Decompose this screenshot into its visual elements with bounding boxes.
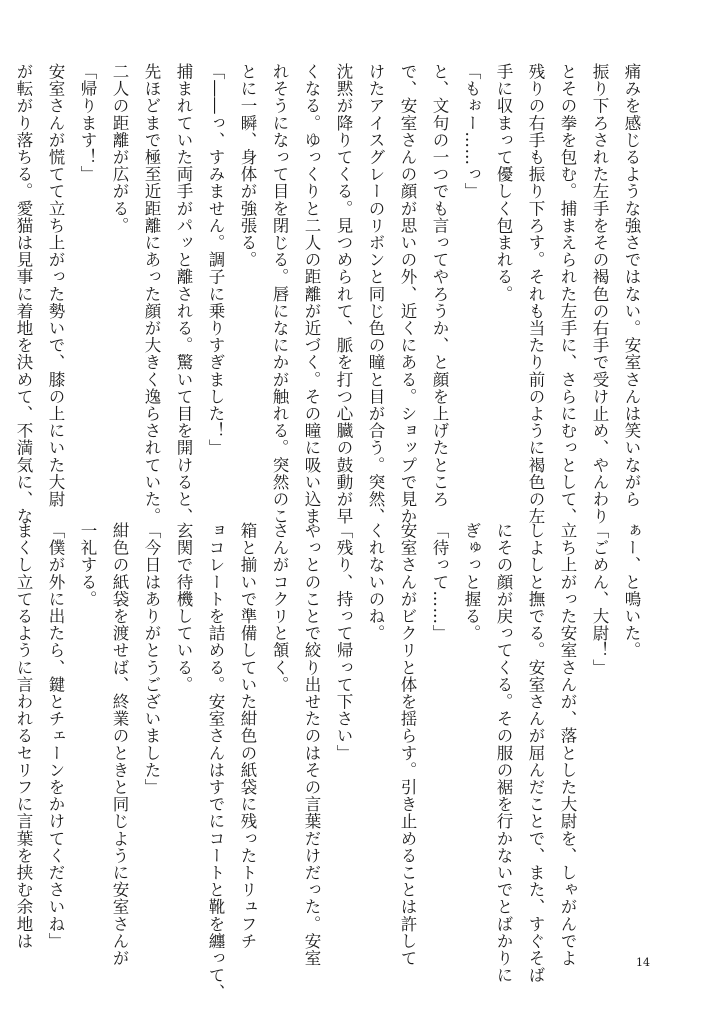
text-line: 「残り、持って帰って下さい」: [334, 522, 353, 762]
text-line: 安室さんがビクリと体を揺らす。引き止めることは許して: [398, 522, 417, 967]
text-line: 箱と揃いで準備していた紺色の紙袋に残ったトリュフチ: [238, 522, 257, 950]
text-line: 「――っ、すみません。調子に乗りすぎました！」: [206, 63, 225, 457]
upper-text-block: [14, 63, 647, 525]
text-line: さんがコクリと頷く。: [270, 522, 289, 693]
text-line: しよしと撫でる。安室さんが屈んだことで、また、すぐそば: [526, 522, 545, 984]
text-line: 安室さんが慌てて立ち上がった勢いで、膝の上にいた大尉: [46, 63, 65, 508]
text-line: まくし立てるように言われるセリフに言葉を挟む余地は: [14, 522, 33, 950]
text-line: 「今日はありがとうございました」: [142, 522, 161, 796]
text-line: くれないのね。: [366, 522, 385, 642]
text-line: 一礼する。: [78, 522, 97, 608]
text-line: れそうになって目を閉じる。唇になにかが触れる。突然のこ: [270, 63, 289, 525]
text-line: 立ち上がった安室さんが、落とした大尉を、しゃがんでよ: [558, 522, 577, 967]
text-line: 痛みを感じるような強さではない。安室さんは笑いながら: [622, 63, 641, 508]
text-line: 「帰ります！」: [78, 63, 97, 183]
text-line: 「待って……」: [430, 522, 449, 642]
text-line: 先ほどまで極至近距離にあった顔が大きく逸らされていた。: [142, 63, 161, 525]
text-line: 「ごめん、大尉！」: [590, 522, 609, 676]
text-line: 二人の距離が広がる。: [110, 63, 129, 234]
text-line: が転がり落ちる。愛猫は見事に着地を決めて、不満気に、な: [14, 63, 33, 525]
text-line: けたアイスグレーのリボンと同じ色の瞳と目が合う。突然、: [366, 63, 385, 525]
text-line: ョコレートを詰める。安室さんはすでにコートと靴を纏って、: [206, 522, 225, 1001]
text-line: 振り下ろされた左手をその褐色の右手で受け止め、やんわり: [590, 63, 609, 525]
text-line: と、文句の一つでも言ってやろうか、と顔を上げたところ: [430, 63, 449, 508]
text-line: 沈黙が降りてくる。見つめられて、脈を打つ心臓の鼓動が早: [334, 63, 353, 525]
text-line: やっとのことで絞り出せたのはその言葉だけだった。安室: [302, 522, 321, 967]
text-line: にその顔が戻ってくる。その服の裾を行かないでとばかりに: [494, 522, 513, 984]
text-line: 紺色の紙袋を渡せば、終業のときと同じように安室さんが: [110, 522, 129, 967]
page-number: 14: [636, 956, 650, 969]
text-line: とその拳を包む。捕まえられた左手に、さらにむっとして、: [558, 63, 577, 525]
text-line: ぎゅっと握る。: [462, 522, 481, 642]
text-line: くなる。ゆっくりと二人の距離が近づく。その瞳に吸い込ま: [302, 63, 321, 525]
text-line: とに一瞬、身体が強張る。: [238, 63, 257, 269]
text-line: 捕まれていた両手がパッと離される。驚いて目を開けると、: [174, 63, 193, 525]
text-line: で、安室さんの顔が思いの外、近くにある。ショップで見か: [398, 63, 417, 525]
text-line: 「もぉー……っ」: [462, 63, 481, 200]
text-line: ぁー、と鳴いた。: [622, 522, 641, 659]
text-line: 玄関で待機している。: [174, 522, 193, 693]
text-line: 残りの右手も振り下ろす。それも当たり前のように褐色の左: [526, 63, 545, 525]
text-line: 手に収まって優しく包まれる。: [494, 63, 513, 303]
text-line: 「僕が外に出たら、鍵とチェーンをかけてくださいね」: [46, 522, 65, 950]
